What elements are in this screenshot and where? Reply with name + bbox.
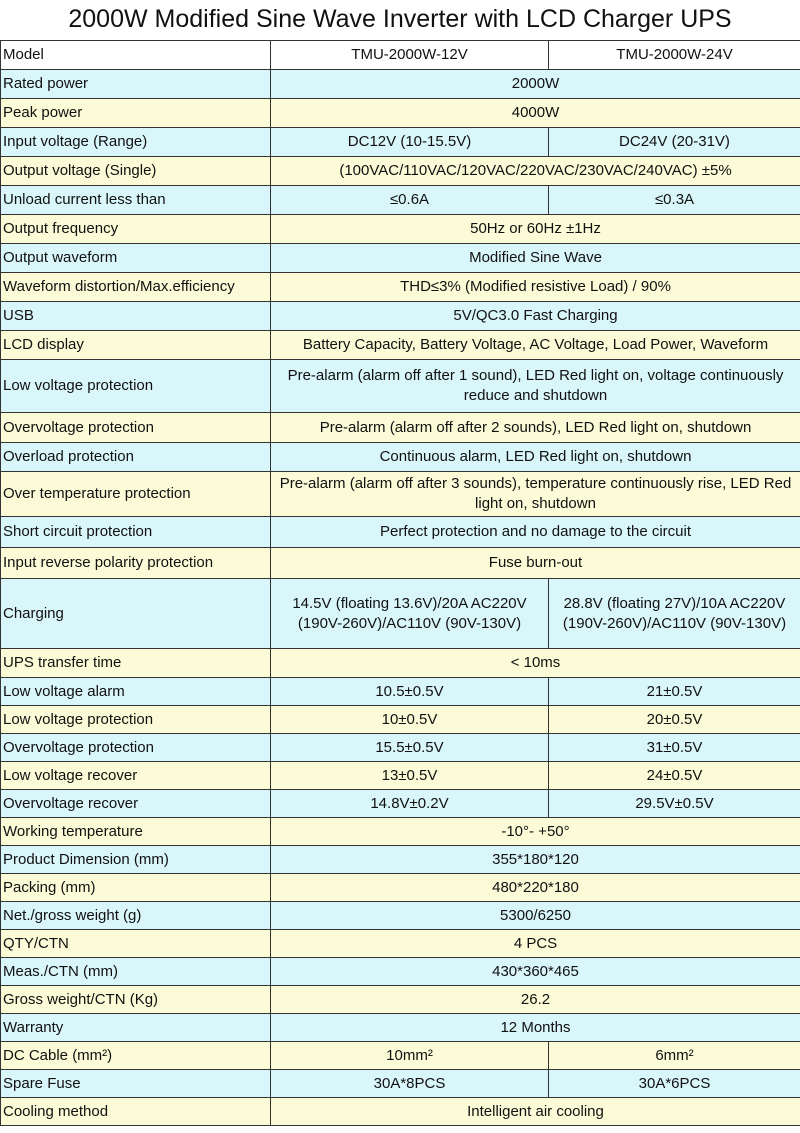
row-value: Intelligent air cooling [271, 1098, 800, 1126]
table-row [1, 186, 800, 215]
row-label: Gross weight/CTN (Kg) [1, 986, 271, 1014]
row-value-12v: 30A*8PCS [271, 1070, 549, 1098]
row-label: Overvoltage recover [1, 790, 271, 818]
row-value-24v: 28.8V (floating 27V)/10A AC220V (190V-260V)/AC110V (90V-130V) [549, 579, 800, 649]
row-value-24v: ≤0.3A [549, 186, 800, 215]
row-value: Pre-alarm (alarm off after 2 sounds), LED Red light on, shutdown [271, 413, 800, 443]
row-label: Output waveform [1, 244, 271, 273]
row-value-24v: 29.5V±0.5V [549, 790, 800, 818]
table-row [1, 790, 800, 818]
row-label: Low voltage protection [1, 360, 271, 413]
row-value-24v: 30A*6PCS [549, 1070, 800, 1098]
table-row [1, 360, 800, 413]
row-label: Waveform distortion/Max.efficiency [1, 273, 271, 302]
row-value-24v: TMU-2000W-24V [549, 41, 800, 70]
row-label: Input voltage (Range) [1, 128, 271, 157]
table-row [1, 273, 800, 302]
row-label: Spare Fuse [1, 1070, 271, 1098]
table-row [1, 762, 800, 790]
table-row [1, 734, 800, 762]
table-row [1, 874, 800, 902]
row-label: Working temperature [1, 818, 271, 846]
row-label: Peak power [1, 99, 271, 128]
table-row [1, 215, 800, 244]
row-value: 50Hz or 60Hz ±1Hz [271, 215, 800, 244]
table-row [1, 244, 800, 273]
row-value: 480*220*180 [271, 874, 800, 902]
row-value-24v: 20±0.5V [549, 706, 800, 734]
table-row [1, 986, 800, 1014]
table-row [1, 1042, 800, 1070]
row-label: Overload protection [1, 443, 271, 472]
row-value-12v: DC12V (10-15.5V) [271, 128, 549, 157]
row-value-24v: 24±0.5V [549, 762, 800, 790]
row-label: Meas./CTN (mm) [1, 958, 271, 986]
row-value: 5300/6250 [271, 902, 800, 930]
row-label: Rated power [1, 70, 271, 99]
table-row [1, 331, 800, 360]
row-label: Output frequency [1, 215, 271, 244]
row-value: (100VAC/110VAC/120VAC/220VAC/230VAC/240VAC) ±5% [271, 157, 800, 186]
table-row [1, 413, 800, 443]
row-value-12v: 10.5±0.5V [271, 678, 549, 706]
row-value: 26.2 [271, 986, 800, 1014]
table-row [1, 443, 800, 472]
row-value: Modified Sine Wave [271, 244, 800, 273]
row-value-12v: 10mm² [271, 1042, 549, 1070]
table-row [1, 1014, 800, 1042]
row-label: Cooling method [1, 1098, 271, 1126]
row-label: Product Dimension (mm) [1, 846, 271, 874]
row-value: Battery Capacity, Battery Voltage, AC Voltage, Load Power, Waveform [271, 331, 800, 360]
row-label: DC Cable (mm²) [1, 1042, 271, 1070]
row-value: 2000W [271, 70, 800, 99]
table-row [1, 958, 800, 986]
table-row [1, 930, 800, 958]
spec-table [0, 40, 800, 1126]
table-row [1, 649, 800, 678]
table-row [1, 818, 800, 846]
row-label: QTY/CTN [1, 930, 271, 958]
row-value-12v: TMU-2000W-12V [271, 41, 549, 70]
table-row [1, 579, 800, 649]
row-label: Charging [1, 579, 271, 649]
table-row [1, 1070, 800, 1098]
row-value: 355*180*120 [271, 846, 800, 874]
row-label: Overvoltage protection [1, 734, 271, 762]
table-row [1, 302, 800, 331]
table-row [1, 99, 800, 128]
spec-table-body [1, 41, 800, 1126]
table-row [1, 70, 800, 99]
table-row [1, 902, 800, 930]
row-label: USB [1, 302, 271, 331]
row-value-12v: 15.5±0.5V [271, 734, 549, 762]
table-row [1, 41, 800, 70]
row-label: Short circuit protection [1, 517, 271, 548]
row-value: 5V/QC3.0 Fast Charging [271, 302, 800, 331]
table-row [1, 128, 800, 157]
row-label: UPS transfer time [1, 649, 271, 678]
row-value: THD≤3% (Modified resistive Load) / 90% [271, 273, 800, 302]
row-value-24v: 21±0.5V [549, 678, 800, 706]
row-label: Output voltage (Single) [1, 157, 271, 186]
row-label: Overvoltage protection [1, 413, 271, 443]
table-row [1, 548, 800, 579]
row-value: Fuse burn-out [271, 548, 800, 579]
row-value-24v: DC24V (20-31V) [549, 128, 800, 157]
row-label: Low voltage alarm [1, 678, 271, 706]
row-value-12v: ≤0.6A [271, 186, 549, 215]
page-title: 2000W Modified Sine Wave Inverter with LCD Charger UPS [68, 5, 732, 33]
table-row [1, 157, 800, 186]
table-row [1, 517, 800, 548]
row-label: Low voltage recover [1, 762, 271, 790]
table-row [1, 1098, 800, 1126]
row-label: Packing (mm) [1, 874, 271, 902]
row-value-12v: 14.8V±0.2V [271, 790, 549, 818]
row-value: -10°- +50° [271, 818, 800, 846]
table-row [1, 706, 800, 734]
row-value: Perfect protection and no damage to the circuit [271, 517, 800, 548]
row-label: LCD display [1, 331, 271, 360]
row-label: Model [1, 41, 271, 70]
row-value: 12 Months [271, 1014, 800, 1042]
table-row [1, 678, 800, 706]
row-value-12v: 14.5V (floating 13.6V)/20A AC220V (190V-260V)/AC110V (90V-130V) [271, 579, 549, 649]
row-value: Pre-alarm (alarm off after 3 sounds), temperature continuously rise, LED Red light on, shutdown [271, 472, 800, 517]
row-value: < 10ms [271, 649, 800, 678]
row-value-12v: 13±0.5V [271, 762, 549, 790]
row-label: Over temperature protection [1, 472, 271, 517]
row-label: Warranty [1, 1014, 271, 1042]
row-value: Pre-alarm (alarm off after 1 sound), LED Red light on, voltage continuously reduce and shutdown [271, 360, 800, 413]
row-value-24v: 31±0.5V [549, 734, 800, 762]
row-label: Unload current less than [1, 186, 271, 215]
row-value: Continuous alarm, LED Red light on, shutdown [271, 443, 800, 472]
row-label: Net./gross weight (g) [1, 902, 271, 930]
row-label: Input reverse polarity protection [1, 548, 271, 579]
table-row [1, 846, 800, 874]
row-value-24v: 6mm² [549, 1042, 800, 1070]
table-row [1, 472, 800, 517]
row-label: Low voltage protection [1, 706, 271, 734]
row-value: 4000W [271, 99, 800, 128]
row-value-12v: 10±0.5V [271, 706, 549, 734]
row-value: 4 PCS [271, 930, 800, 958]
row-value: 430*360*465 [271, 958, 800, 986]
